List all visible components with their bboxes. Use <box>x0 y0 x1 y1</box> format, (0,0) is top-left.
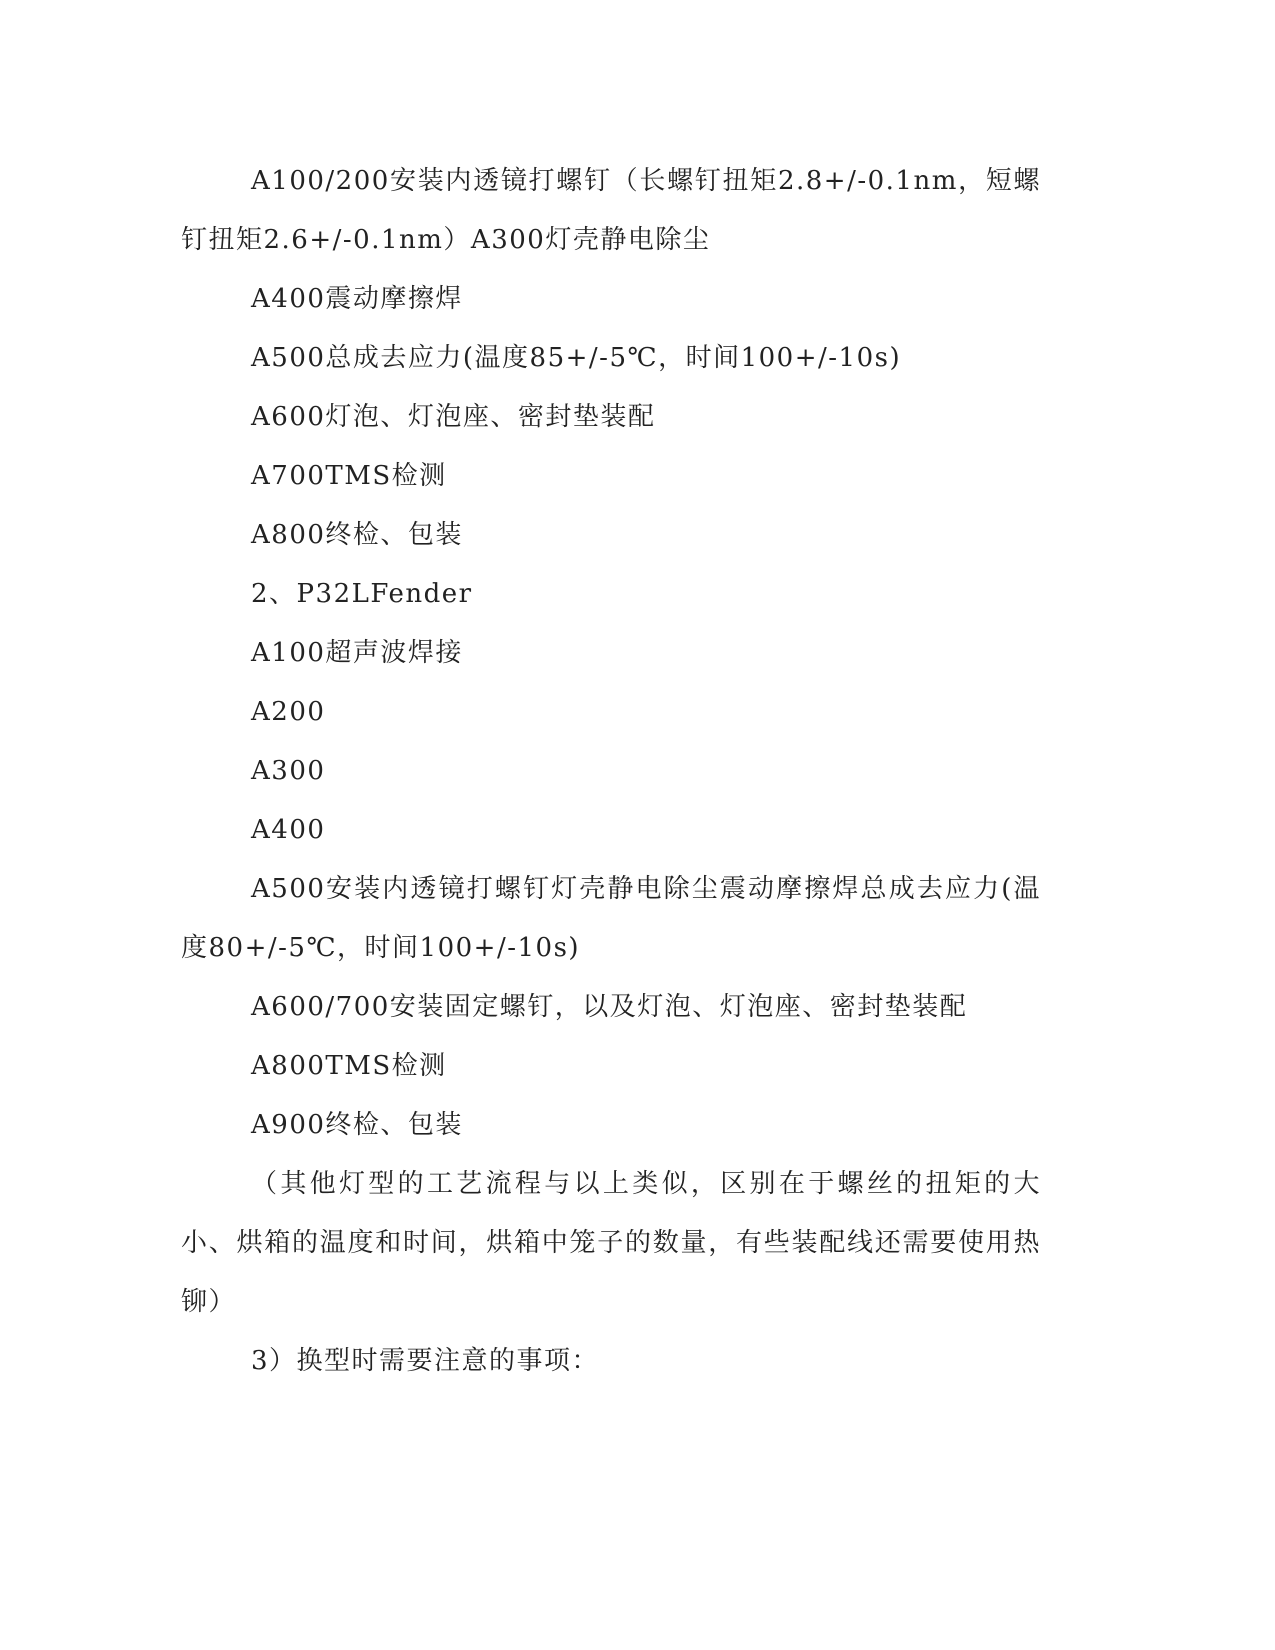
section-heading-p32lfender: 2、P32LFender <box>251 579 473 609</box>
paragraph-a600: A600灯泡、灯泡座、密封垫装配 <box>251 402 656 432</box>
paragraph-fender-a800: A800TMS检测 <box>251 1051 447 1081</box>
document-body <box>181 152 1041 1391</box>
paragraph-fender-a500: A500安装内透镜打螺钉灯壳静电除尘震动摩擦焊总成去应力(温度80+/-5℃，时间100+/-10s) <box>181 874 1041 963</box>
paragraph-fender-a300: A300 <box>251 756 326 786</box>
paragraph-a800: A800终检、包装 <box>251 520 463 550</box>
paragraph-a500: A500总成去应力(温度85+/-5℃，时间100+/-10s) <box>251 343 902 373</box>
paragraph-a100-a300: A100/200安装内透镜打螺钉（长螺钉扭矩2.8+/-0.1nm，短螺钉扭矩2.6+/-0.1nm）A300灯壳静电除尘 <box>181 166 1041 255</box>
paragraph-note: （其他灯型的工艺流程与以上类似，区别在于螺丝的扭矩的大小、烘箱的温度和时间，烘箱中笼子的数量，有些装配线还需要使用热铆） <box>181 1169 1041 1317</box>
paragraph-a400: A400震动摩擦焊 <box>251 284 463 314</box>
paragraph-a700: A700TMS检测 <box>251 461 447 491</box>
section-heading-changeover: 3）换型时需要注意的事项： <box>251 1346 600 1376</box>
paragraph-fender-a400: A400 <box>251 815 326 845</box>
paragraph-fender-a100: A100超声波焊接 <box>251 638 463 668</box>
paragraph-fender-a200: A200 <box>251 697 326 727</box>
paragraph-fender-a900: A900终检、包装 <box>251 1110 463 1140</box>
paragraph-fender-a600-700: A600/700安装固定螺钉，以及灯泡、灯泡座、密封垫装配 <box>251 992 968 1022</box>
